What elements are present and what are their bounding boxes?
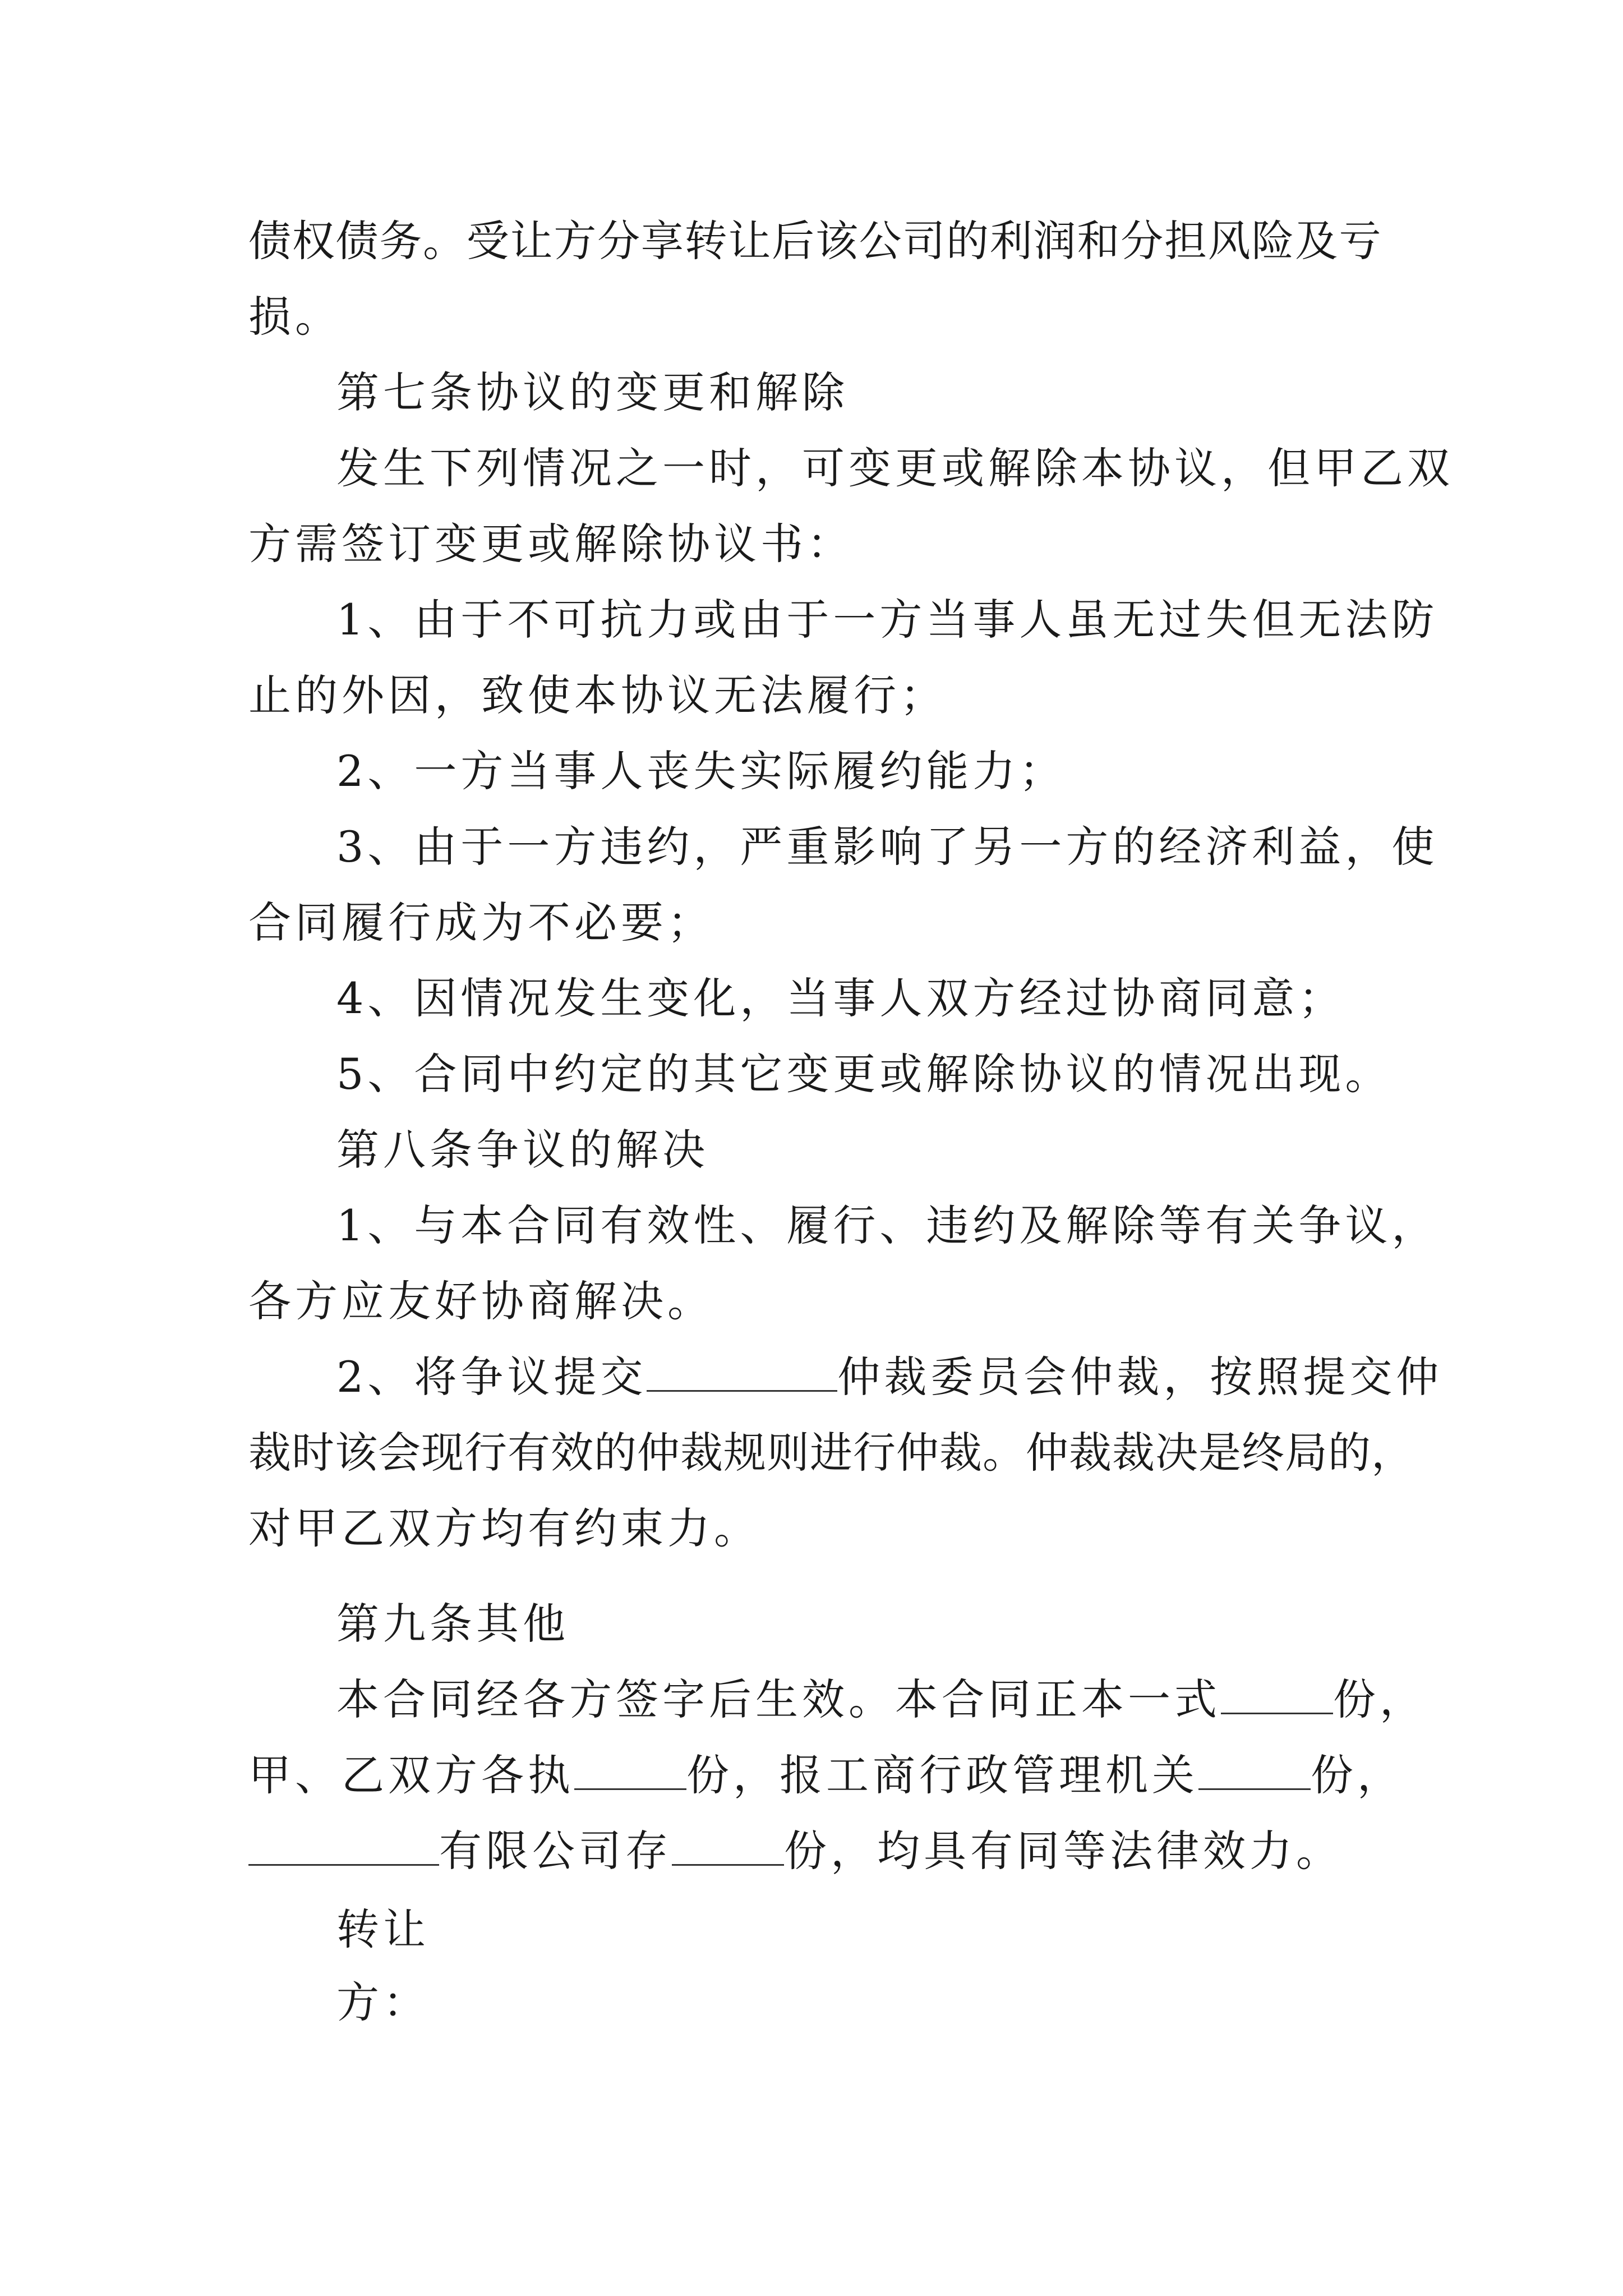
text-segment: 份， xyxy=(1311,1750,1404,1800)
paragraph-line xyxy=(336,1672,1426,1728)
list-item-1-cont: 止的外因，致使本协议无法履行； xyxy=(248,670,947,720)
paragraph-line: 损。 xyxy=(248,292,342,342)
list-item-1: 1、由于不可抗力或由于一方当事人虽无过失但无法防 xyxy=(336,595,1438,645)
fill-in-blank xyxy=(574,1754,686,1790)
list-item-2 xyxy=(336,1349,1442,1405)
text-segment: 本合同经各方签字后生效。本合同正本一式 xyxy=(336,1674,1221,1724)
section-heading-9: 第九条其他 xyxy=(336,1599,569,1649)
section-heading-8: 第八条争议的解决 xyxy=(336,1125,709,1175)
list-item-2: 2、一方当事人丧失实际履约能力； xyxy=(336,746,1066,796)
paragraph-line xyxy=(248,1823,1343,1879)
fill-in-blank xyxy=(248,1829,439,1866)
paragraph-line: 发生下列情况之一时，可变更或解除本协议，但甲乙双 xyxy=(336,443,1454,493)
fill-in-blank xyxy=(672,1829,784,1866)
list-item-5: 5、合同中约定的其它变更或解除协议的情况出现。 xyxy=(336,1049,1392,1099)
list-item-1-cont: 各方应友好协商解决。 xyxy=(248,1276,714,1326)
fill-in-blank xyxy=(647,1355,837,1392)
fill-in-blank xyxy=(1221,1678,1333,1714)
list-item-2-cont: 对甲乙双方均有约束力。 xyxy=(248,1503,760,1553)
list-item-2-cont: 裁时该会现行有效的仲裁规则进行仲裁。仲裁裁决是终局的， xyxy=(248,1428,1414,1478)
paragraph-line: 债权债务。受让方分享转让后该公司的利润和分担风险及亏 xyxy=(248,216,1381,266)
section-heading-7: 第七条协议的变更和解除 xyxy=(336,367,849,417)
text-segment: 份， xyxy=(1333,1674,1426,1724)
list-item-1: 1、与本合同有效性、履行、违约及解除等有关争议， xyxy=(336,1200,1438,1250)
paragraph-line: 方需签订变更或解除协议书： xyxy=(248,519,854,569)
text-segment: 2、将争议提交 xyxy=(336,1352,647,1402)
signature-label: 方： xyxy=(336,1977,430,2027)
list-item-3: 3、由于一方违约，严重影响了另一方的经济利益，使 xyxy=(336,822,1438,872)
text-segment: 份，报工商行政管理机关 xyxy=(686,1750,1198,1800)
list-item-3-cont: 合同履行成为不必要； xyxy=(248,898,714,947)
list-item-4: 4、因情况发生变化，当事人双方经过协商同意； xyxy=(336,973,1345,1023)
text-segment: 仲裁委员会仲裁，按照提交仲 xyxy=(837,1352,1443,1402)
text-segment: 有限公司存 xyxy=(439,1826,672,1876)
paragraph-line xyxy=(248,1747,1404,1803)
fill-in-blank xyxy=(1198,1754,1311,1790)
text-segment: 份，均具有同等法律效力。 xyxy=(784,1826,1343,1876)
signature-label: 转让 xyxy=(336,1904,430,1954)
text-segment: 甲、乙双方各执 xyxy=(248,1750,574,1800)
